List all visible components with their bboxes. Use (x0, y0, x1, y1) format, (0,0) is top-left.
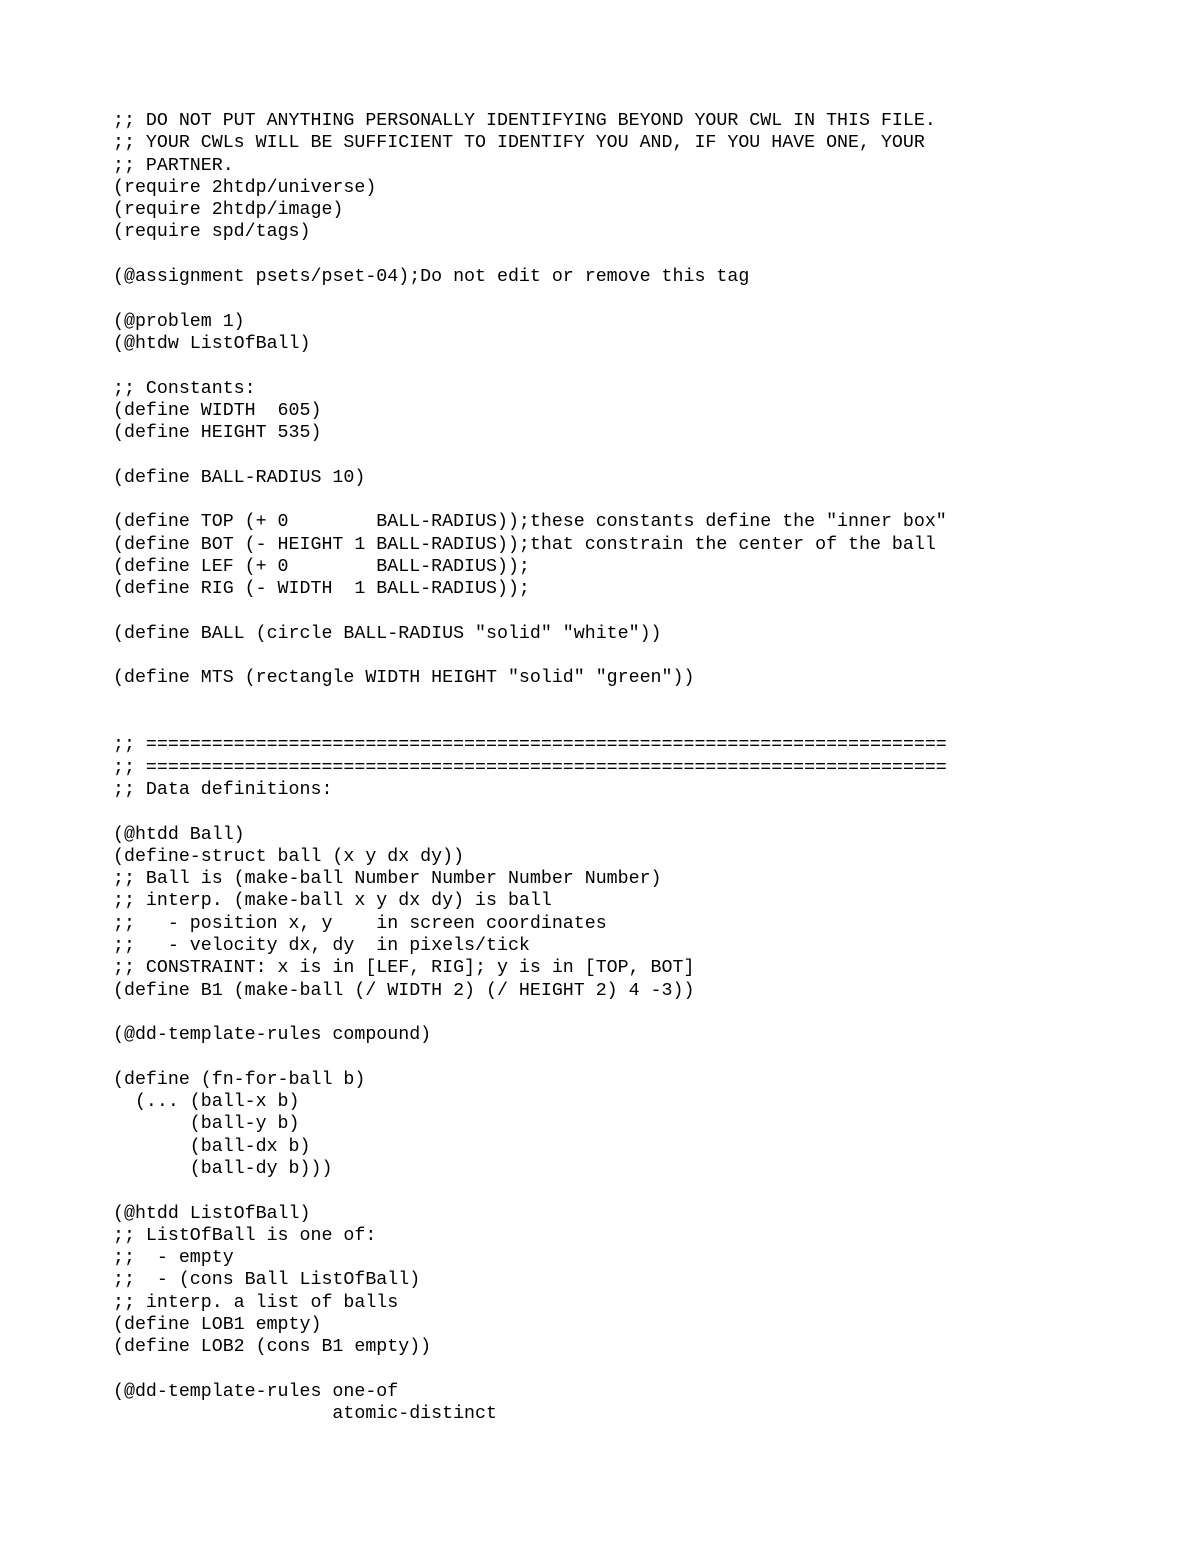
tag-line: (@problem 1) (113, 311, 245, 332)
code-line: (require 2htdp/image) (113, 200, 344, 221)
code-line: (... (ball-x b) (113, 1092, 300, 1113)
blank-line (113, 244, 1113, 266)
blank-line (113, 1046, 1113, 1068)
blank-line (113, 1359, 1113, 1381)
blank-line (113, 489, 1113, 511)
code-line: (define LOB1 empty) (113, 1315, 322, 1336)
code-line: atomic-distinct (113, 1404, 497, 1425)
comment-line: ;; - velocity dx, dy in pixels/tick (113, 935, 530, 956)
code-line: (define LEF (+ 0 BALL-RADIUS)); (113, 556, 530, 577)
tag-line: (@dd-template-rules compound) (113, 1025, 432, 1046)
blank-line (113, 690, 1113, 712)
blank-line (113, 801, 1113, 823)
tag-line: (@assignment psets/pset-04);Do not edit or remove this tag (113, 267, 750, 288)
comment-line: ;; Data definitions: (113, 779, 333, 800)
comment-line: ;; Ball is (make-ball Number Number Number Number) (113, 869, 662, 890)
code-line: (define RIG (- WIDTH 1 BALL-RADIUS)); (113, 579, 530, 600)
blank-line (113, 712, 1113, 734)
tag-line: (@htdd Ball) (113, 824, 245, 845)
comment-line: ;; PARTNER. (113, 155, 234, 176)
comment-line: ;; - (cons Ball ListOfBall) (113, 1270, 421, 1291)
comment-line: ;; ListOfBall is one of: (113, 1225, 377, 1246)
code-line: (define WIDTH 605) (113, 400, 322, 421)
comment-line: ;; interp. a list of balls (113, 1292, 399, 1313)
code-line: (define-struct ball (x y dx dy)) (113, 846, 465, 867)
code-line: (ball-dx b) (113, 1136, 311, 1157)
blank-line (113, 288, 1113, 310)
code-line: (define TOP (+ 0 BALL-RADIUS));these constants define the "inner box" (113, 512, 947, 533)
comment-line: ;; DO NOT PUT ANYTHING PERSONALLY IDENTIFYING BEYOND YOUR CWL IN THIS FILE. (113, 111, 936, 131)
code-line: (define BALL (circle BALL-RADIUS "solid" "white")) (113, 623, 662, 644)
code-line: (define BALL-RADIUS 10) (113, 467, 366, 488)
code-line: (define HEIGHT 535) (113, 423, 322, 444)
code-line: (define B1 (make-ball (/ WIDTH 2) (/ HEIGHT 2) 4 -3)) (113, 980, 695, 1001)
tag-line: (@htdw ListOfBall) (113, 333, 311, 354)
blank-line (113, 1180, 1113, 1202)
code-line: (require spd/tags) (113, 222, 311, 243)
tag-line: (@dd-template-rules one-of (113, 1381, 399, 1402)
comment-line: ;; ========================================================================= (113, 757, 947, 778)
blank-line (113, 444, 1113, 466)
comment-line: ;; Constants: (113, 378, 256, 399)
blank-line (113, 601, 1113, 623)
comment-line: ;; YOUR CWLs WILL BE SUFFICIENT TO IDENTIFY YOU AND, IF YOU HAVE ONE, YOUR (113, 133, 925, 154)
code-line: (define (fn-for-ball b) (113, 1069, 366, 1090)
tag-line: (@htdd ListOfBall) (113, 1203, 311, 1224)
blank-line (113, 355, 1113, 377)
code-line: (require 2htdp/universe) (113, 177, 377, 198)
code-line: (define BOT (- HEIGHT 1 BALL-RADIUS));that constrain the center of the ball (113, 534, 936, 555)
comment-line: ;; CONSTRAINT: x is in [LEF, RIG]; y is in [TOP, BOT] (113, 958, 695, 979)
comment-line: ;; - position x, y in screen coordinates (113, 913, 607, 934)
code-line: (define LOB2 (cons B1 empty)) (113, 1337, 432, 1358)
comment-line: ;; ========================================================================= (113, 735, 947, 756)
comment-line: ;; interp. (make-ball x y dx dy) is ball (113, 891, 552, 912)
blank-line (113, 645, 1113, 667)
comment-line: ;; - empty (113, 1248, 234, 1269)
blank-line (113, 1002, 1113, 1024)
source-code-listing (113, 110, 1113, 1426)
code-line: (ball-y b) (113, 1114, 300, 1135)
code-line: (define MTS (rectangle WIDTH HEIGHT "solid" "green")) (113, 668, 695, 689)
code-line: (ball-dy b))) (113, 1158, 333, 1179)
